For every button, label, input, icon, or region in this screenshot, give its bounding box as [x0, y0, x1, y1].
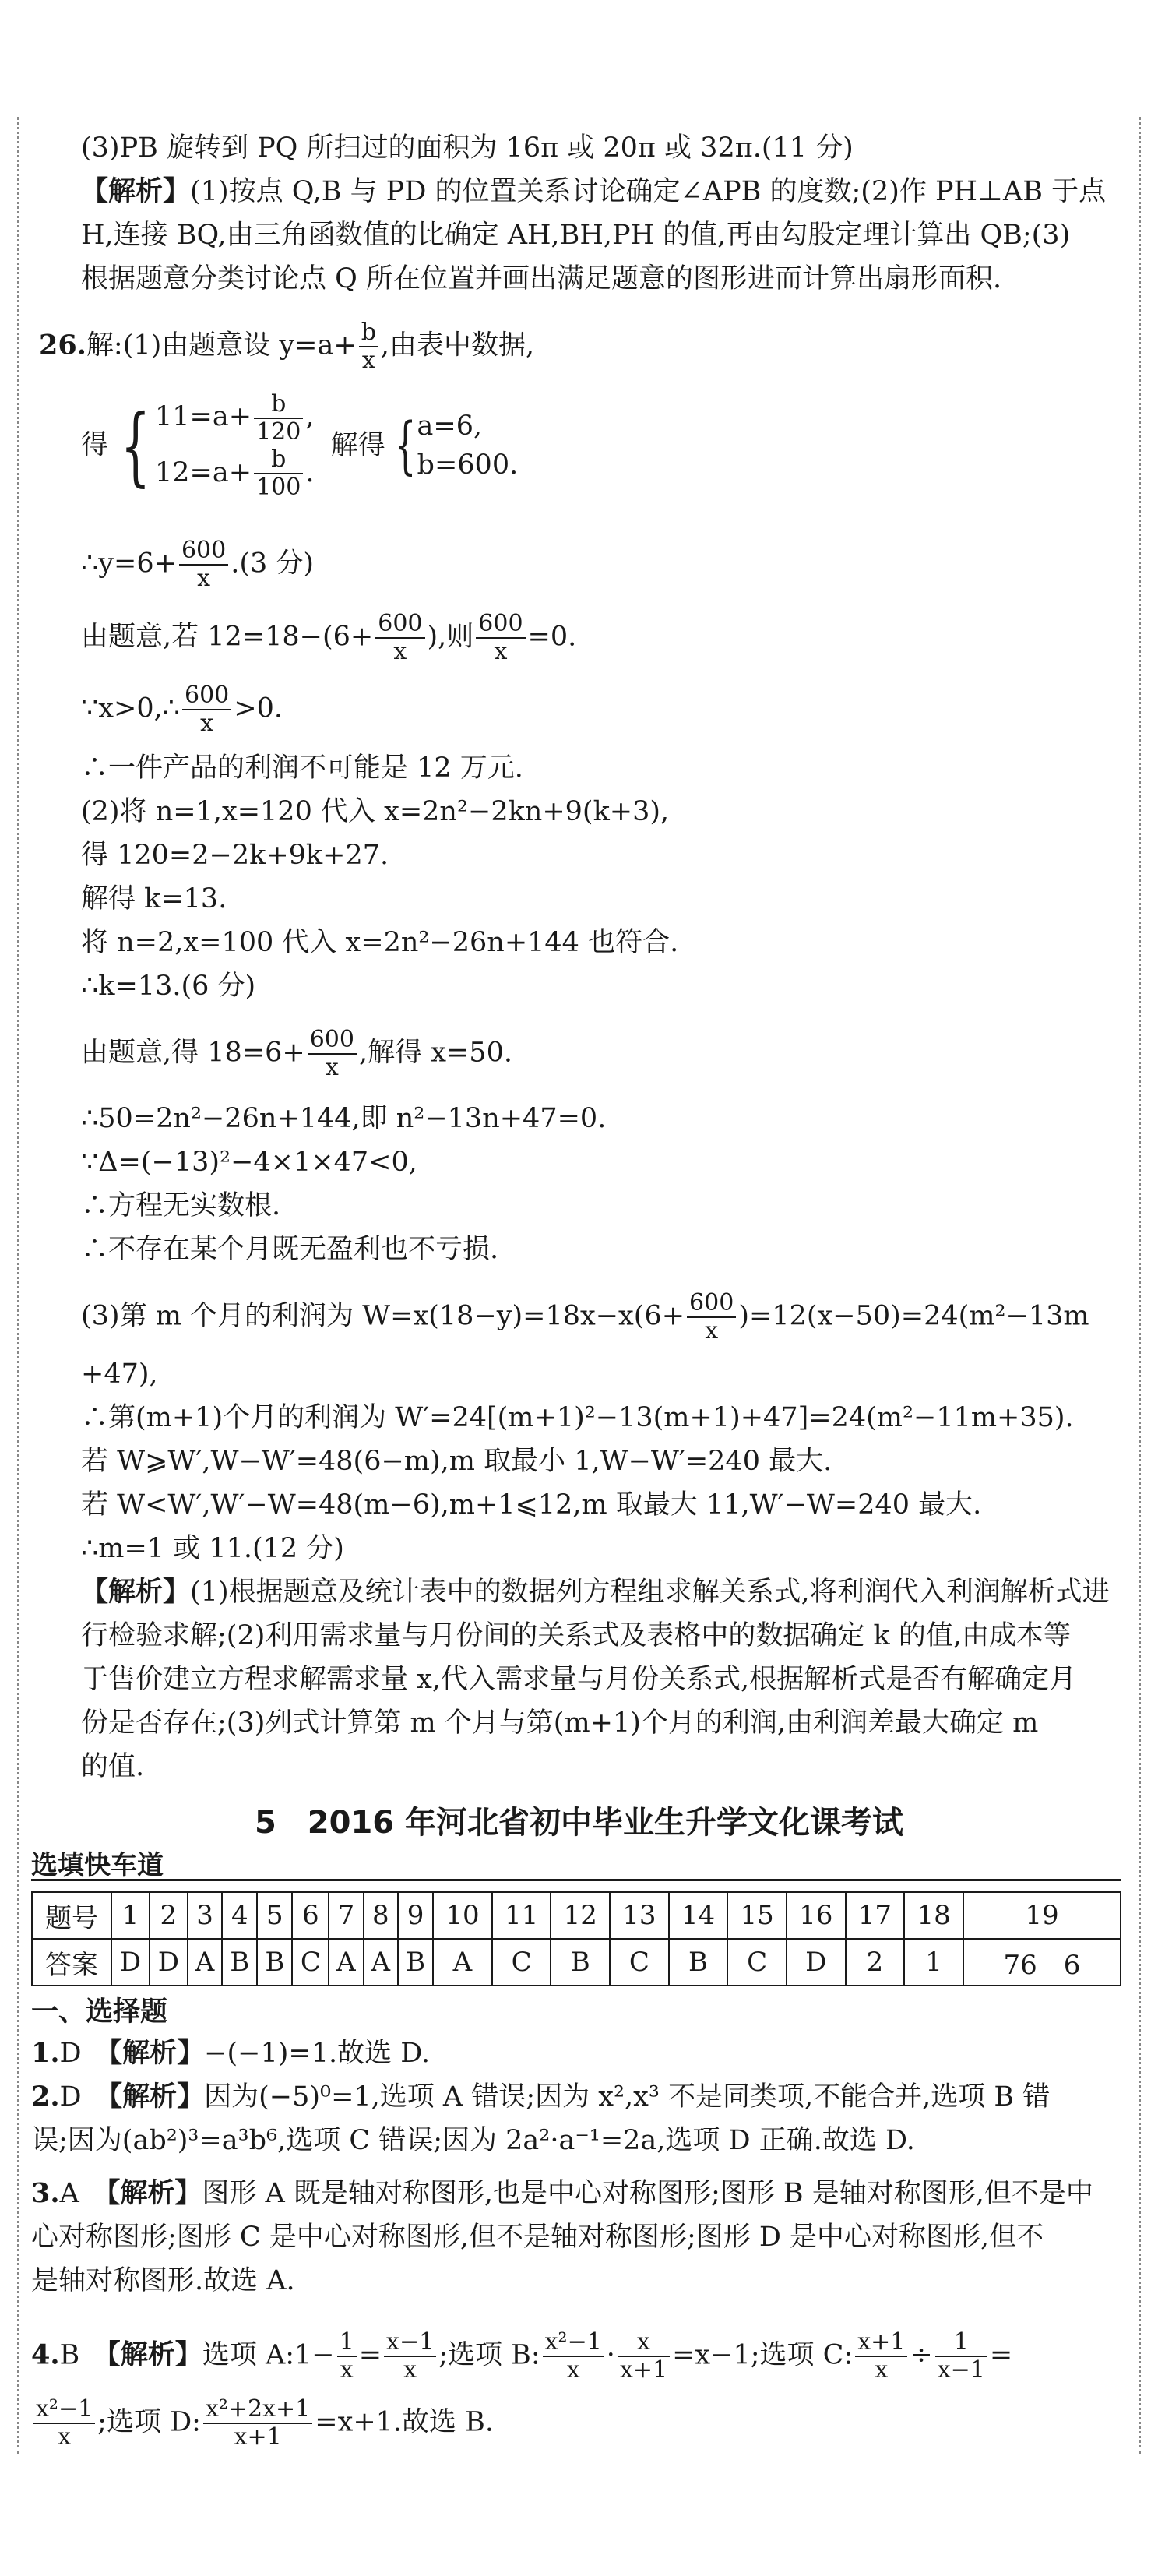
q26-line-profit: ∴一件产品的利润不可能是 12 万元. — [81, 752, 523, 784]
q26-line-p17: ∴m=1 或 11.(12 分) — [81, 1533, 344, 1564]
table-cell-number: 12 — [551, 1892, 610, 1939]
table-row-numbers — [32, 1892, 1121, 1939]
q25-analysis-line1: 【解析】(1)按点 Q,B 与 PD 的位置关系讨论确定∠APB 的度数;(2)作 PH⊥AB 于点 — [81, 175, 1107, 207]
table-cell-answer: B — [257, 1939, 292, 1986]
q26-y-expression: ∴y=6+ $\frac{600}{x}$ .(3 分) — [81, 537, 315, 592]
table-cell-answer: B — [398, 1939, 433, 1986]
q3-line3: 是轴对称图形.故选 A. — [31, 2265, 295, 2296]
q26-analysis-line4: 份是否存在;(3)列式计算第 m 个月与第(m+1)个月的利润,由利润差最大确定 m — [81, 1707, 1039, 1739]
table-cell-number: 13 — [610, 1892, 669, 1939]
q26-line-p16: 若 W<W′,W′−W=48(m−6),m+1⩽12,m 取最大 11,W′−W=240 最大. — [81, 1489, 982, 1521]
q26-line-p2: (2)将 n=1,x=120 代入 x=2n²−2kn+9(k+3), — [81, 796, 670, 827]
table-cell-number: 11 — [492, 1892, 551, 1939]
q2-line2: 误;因为(ab²)³=a³b⁶,选项 C 错误;因为 2a²·a⁻¹=2a,选项 D 正确.故选 D. — [31, 2125, 915, 2156]
section-choice-title: 一、选择题 — [31, 1996, 168, 2028]
table-cell-number: 4 — [222, 1892, 257, 1939]
q26-profit-check: 由题意,若 12=18−(6+ $\frac{600}{x}$ ),则 $\frac{600}{x}$ =0. — [81, 610, 577, 665]
fraction-b-over-x: $\frac{b}{x}$ — [359, 319, 378, 374]
table-cell-answer: A — [188, 1939, 222, 1986]
table-cell-answer: B — [669, 1939, 728, 1986]
table-cell-answer: D — [111, 1939, 150, 1986]
q26-x-positive: ∵x>0,∴ $\frac{600}{x}$ >0. — [81, 682, 283, 737]
table-cell-number: 16 — [787, 1892, 846, 1939]
table-cell-number: 9 — [398, 1892, 433, 1939]
q25-analysis-line3: 根据题意分类讨论点 Q 所在位置并画出满足题意的图形进而计算出扇形面积. — [81, 263, 1002, 294]
q25-analysis-line2: H,连接 BQ,由三角函数值的比确定 AH,BH,PH 的值,再由勾股定理计算出 QB;(3) — [81, 220, 1071, 251]
q26-line-p9: ∵Δ=(−13)²−4×1×47<0, — [81, 1147, 417, 1178]
table-cell-number: 10 — [433, 1892, 492, 1939]
table-header-cell: 答案 — [32, 1939, 111, 1986]
table-cell-answer: B — [222, 1939, 257, 1986]
q26-line-p4: 解得 k=13. — [81, 883, 227, 914]
q26-line-p12: (3)第 m 个月的利润为 W=x(18−y)=18x−x(6+ $\frac{600}{x}$ )=12(x−50)=24(m²−13m — [81, 1289, 1089, 1344]
title-rule — [31, 1879, 1121, 1881]
right-dotted-margin — [1139, 117, 1141, 2454]
left-dotted-margin — [17, 117, 19, 2454]
q4-line2: $\frac{\text{x²−1}}{x}$ ;选项 D: $\frac{\text{x²+2x+1}}{x+1}$ =x+1.故选 B. — [31, 2396, 494, 2451]
q26-line-p6: ∴k=13.(6 分) — [81, 971, 256, 1002]
table-cell-answer: C — [492, 1939, 551, 1986]
q26-analysis-line5: 的值. — [81, 1751, 145, 1782]
q26-analysis-line3: 于售价建立方程求解需求量 x,代入需求量与月份关系式,根据解析式是否有解确定月 — [81, 1664, 1077, 1695]
table-cell-answer: 76 6 — [963, 1939, 1121, 1986]
q26-line-p7: 由题意,得 18=6+ $\frac{600}{x}$ ,解得 x=50. — [81, 1026, 512, 1081]
q26-intro: 26.解:(1)由题意设 y=a+ $\frac{b}{x}$ ,由表中数据, — [39, 319, 535, 374]
table-cell-answer: 1 — [904, 1939, 963, 1986]
table-cell-number: 15 — [727, 1892, 787, 1939]
table-cell-answer: D — [150, 1939, 188, 1986]
q25-part3-line: (3)PB 旋转到 PQ 所扫过的面积为 16π 或 20π 或 32π.(11 分) — [81, 132, 854, 164]
table-cell-number: 3 — [188, 1892, 222, 1939]
table-cell-answer: D — [787, 1939, 846, 1986]
table-cell-answer: 2 — [846, 1939, 905, 1986]
q1-line: 1.D 【解析】−(−1)=1.故选 D. — [31, 2037, 431, 2069]
q26-line-p11: ∴不存在某个月既无盈利也不亏损. — [81, 1234, 499, 1265]
table-cell-number: 8 — [364, 1892, 398, 1939]
table-cell-number: 7 — [329, 1892, 363, 1939]
section-title: 5 2016 年河北省初中毕业生升学文化课考试 — [254, 1805, 904, 1841]
table-cell-number: 5 — [257, 1892, 292, 1939]
q3-line1: 3.A 【解析】图形 A 既是轴对称图形,也是中心对称图形;图形 B 是轴对称图形,但不是中 — [31, 2177, 1093, 2209]
table-cell-answer: C — [727, 1939, 787, 1986]
q26-line-p14: ∴第(m+1)个月的利润为 W′=24[(m+1)²−13(m+1)+47]=24(m²−11m+35). — [81, 1402, 1074, 1433]
table-row-answers — [32, 1939, 1121, 1986]
table-cell-number: 17 — [846, 1892, 905, 1939]
table-cell-number: 1 — [111, 1892, 150, 1939]
table-cell-answer: A — [433, 1939, 492, 1986]
q2-line1: 2.D 【解析】因为(−5)⁰=1,选项 A 错误;因为 x²,x³ 不是同类项,不能合并,选项 B 错 — [31, 2081, 1051, 2113]
table-cell-number: 6 — [292, 1892, 329, 1939]
q26-analysis-line2: 行检验求解;(2)利用需求量与月份间的关系式及表格中的数据确定 k 的值,由成本等 — [81, 1620, 1071, 1651]
quick-track-title: 选填快车道 — [31, 1850, 164, 1881]
table-cell-answer: B — [551, 1939, 610, 1986]
table-cell-answer: A — [329, 1939, 363, 1986]
table-cell-number: 14 — [669, 1892, 728, 1939]
table-cell-answer: C — [610, 1939, 669, 1986]
q26-system: 得 { 11=a+ $\frac{b}{120}$ , 12=a+ $\frac{b}{100}$ . 解得 { a=6, b=600. — [81, 389, 519, 501]
table-cell-number: 19 — [963, 1892, 1121, 1939]
table-header-cell: 题号 — [32, 1892, 111, 1939]
q26-line-p10: ∴方程无实数根. — [81, 1190, 281, 1221]
table-cell-answer: C — [292, 1939, 329, 1986]
table-cell-number: 18 — [904, 1892, 963, 1939]
q26-line-p13: +47), — [81, 1358, 158, 1390]
q26-line-p8: ∴50=2n²−26n+144,即 n²−13n+47=0. — [81, 1103, 607, 1134]
q26-analysis-line1: 【解析】(1)根据题意及统计表中的数据列方程组求解关系式,将利润代入利润解析式进 — [81, 1576, 1110, 1608]
q3-line2: 心对称图形;图形 C 是中心对称图形,但不是轴对称图形;图形 D 是中心对称图形,但不 — [31, 2222, 1044, 2253]
answer-table — [31, 1891, 1121, 1986]
q4-line1: 4.B 【解析】选项 A:1− $\frac{1}{x}$ = $\frac{x-1}{x}$ ;选项 B: $\frac{\text{x²−1}}{x}$ · $\frac{x}{x+1}$ =x−1;选项 C: $\frac{x+1}{x}$ ÷ $\frac{1}{x-1}$ = — [31, 2328, 1013, 2384]
q26-line-p3: 得 120=2−2k+9k+27. — [81, 840, 389, 871]
table-cell-answer: A — [364, 1939, 398, 1986]
q26-line-p5: 将 n=2,x=100 代入 x=2n²−26n+144 也符合. — [81, 927, 679, 958]
table-cell-number: 2 — [150, 1892, 188, 1939]
q26-line-p15: 若 W⩾W′,W−W′=48(6−m),m 取最小 1,W−W′=240 最大. — [81, 1446, 832, 1477]
